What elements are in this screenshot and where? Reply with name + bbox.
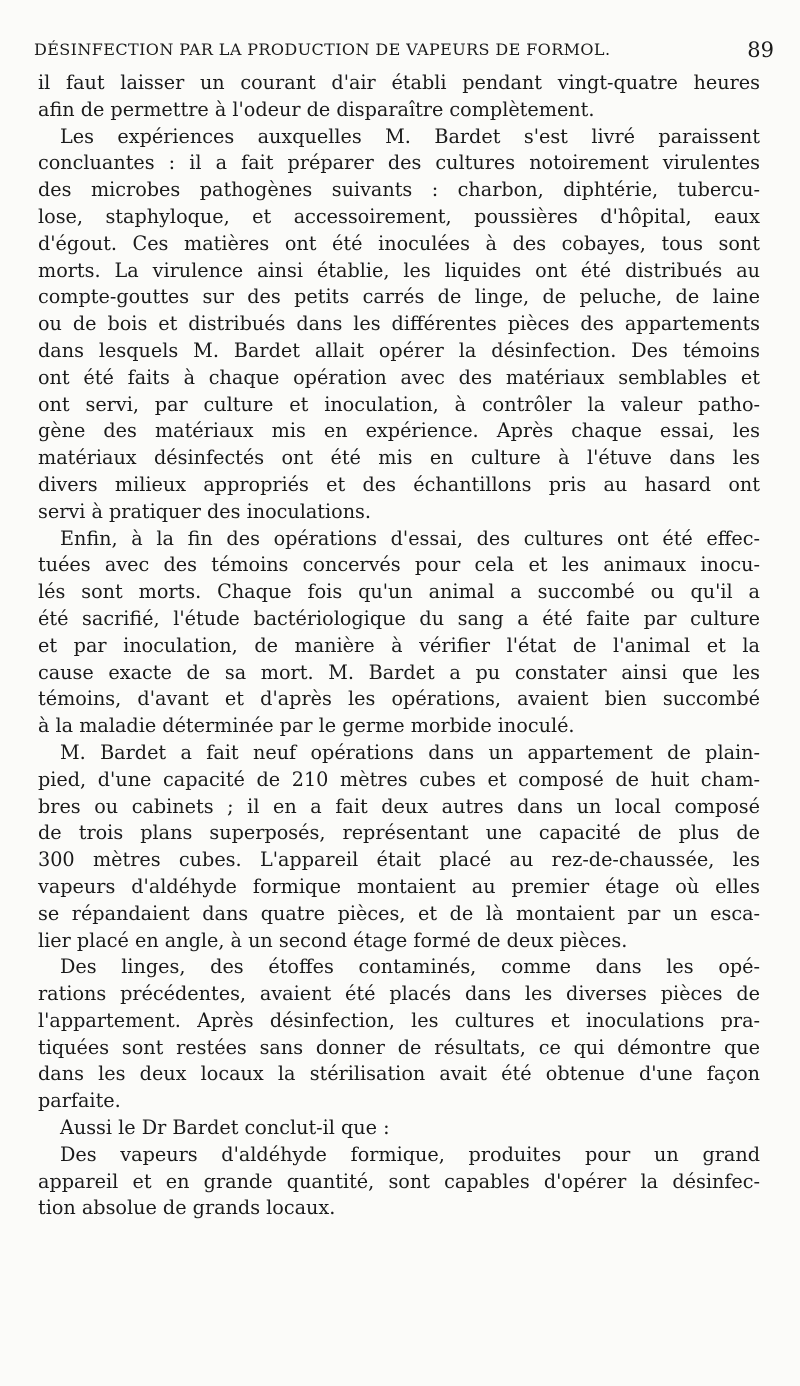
text-line: matériaux désinfectés ont été mis en culture à l'étuve dans les — [38, 446, 760, 470]
text-line: divers milieux appropriés et des échantillons pris au hasard ont — [38, 472, 760, 496]
text-line: dans les deux locaux la stérilisation avait été obtenue d'une façon — [38, 1062, 760, 1086]
text-line: gène des matériaux mis en expérience. Après chaque essai, les — [38, 419, 760, 443]
running-title: DÉSINFECTION PAR LA PRODUCTION DE VAPEURS DE FORMOL. — [34, 40, 611, 59]
text-line: ont servi, par culture et inoculation, à contrôler la valeur patho- — [38, 392, 760, 416]
text-line: compte-gouttes sur des petits carrés de linge, de peluche, de laine — [38, 285, 760, 309]
text-line: et par inoculation, de manière à vérifier l'état de l'animal et la — [38, 633, 760, 657]
text-line: tuées avec des témoins concervés pour cela et les animaux inocu- — [38, 553, 760, 577]
text-line: de trois plans superposés, représentant une capacité de plus de — [38, 821, 760, 845]
text-line: lés sont morts. Chaque fois qu'un animal a succombé ou qu'il a — [38, 580, 760, 604]
text-line: des microbes pathogènes suivants : charbon, diphtérie, tubercu- — [38, 178, 760, 202]
text-line: 300 mètres cubes. L'appareil était placé au rez-de-chaussée, les — [38, 848, 760, 872]
text-line: l'appartement. Après désinfection, les cultures et inoculations pra- — [38, 1008, 760, 1032]
text-line: afin de permettre à l'odeur de disparaître complètement. — [38, 97, 595, 121]
text-line: appareil et en grande quantité, sont capables d'opérer la désinfec- — [38, 1169, 760, 1193]
text-line: Enfin, à la fin des opérations d'essai, des cultures ont été effec- — [60, 526, 760, 550]
text-line: morts. La virulence ainsi établie, les liquides ont été distribués au — [38, 258, 760, 282]
text-line: Des linges, des étoffes contaminés, comme dans les opé- — [60, 955, 760, 979]
text-line: Des vapeurs d'aldéhyde formique, produites pour un grand — [60, 1142, 760, 1166]
text-line: concluantes : il a fait préparer des cultures notoirement virulentes — [38, 151, 760, 175]
text-line: ont été faits à chaque opération avec des matériaux semblables et — [38, 365, 760, 389]
text-line: tion absolue de grands locaux. — [38, 1196, 336, 1220]
text-line: lier placé en angle, à un second étage formé de deux pièces. — [38, 928, 628, 952]
text-line: lose, staphyloque, et accessoirement, poussières d'hôpital, eaux — [38, 204, 760, 228]
text-line: à la maladie déterminée par le germe morbide inoculé. — [38, 714, 575, 738]
text-line: bres ou cabinets ; il en a fait deux autres dans un local composé — [38, 794, 760, 818]
text-line: rations précédentes, avaient été placés dans les diverses pièces de — [38, 982, 760, 1006]
text-line: il faut laisser un courant d'air établi pendant vingt-quatre heures — [38, 71, 760, 94]
text-line: tiquées sont restées sans donner de résultats, ce qui démontre que — [38, 1035, 760, 1059]
body-text — [38, 70, 760, 1222]
text-line: témoins, d'avant et d'après les opérations, avaient bien succombé — [38, 687, 760, 711]
page-number: 89 — [747, 38, 774, 62]
text-line: ou de bois et distribués dans les différentes pièces des appartements — [38, 312, 760, 336]
text-line: vapeurs d'aldéhyde formique montaient au premier étage où elles — [38, 874, 760, 898]
text-line: servi à pratiquer des inoculations. — [38, 499, 372, 523]
text-line: été sacrifié, l'étude bactériologique du sang a été faite par culture — [38, 606, 760, 630]
text-line: parfaite. — [38, 1089, 121, 1113]
text-line: dans lesquels M. Bardet allait opérer la désinfection. Des témoins — [38, 338, 760, 362]
text-line: Aussi le Dr Bardet conclut-il que : — [60, 1116, 390, 1140]
page-header — [34, 34, 774, 66]
text-line: d'égout. Ces matières ont été inoculées à des cobayes, tous sont — [38, 231, 760, 255]
text-line: cause exacte de sa mort. M. Bardet a pu constater ainsi que les — [38, 660, 760, 684]
text-line: se répandaient dans quatre pièces, et de là montaient par un esca- — [38, 901, 760, 925]
text-line: Les expériences auxquelles M. Bardet s'est livré paraissent — [60, 124, 760, 148]
text-line: M. Bardet a fait neuf opérations dans un appartement de plain- — [60, 740, 760, 764]
text-line: pied, d'une capacité de 210 mètres cubes et composé de huit cham- — [38, 767, 760, 791]
